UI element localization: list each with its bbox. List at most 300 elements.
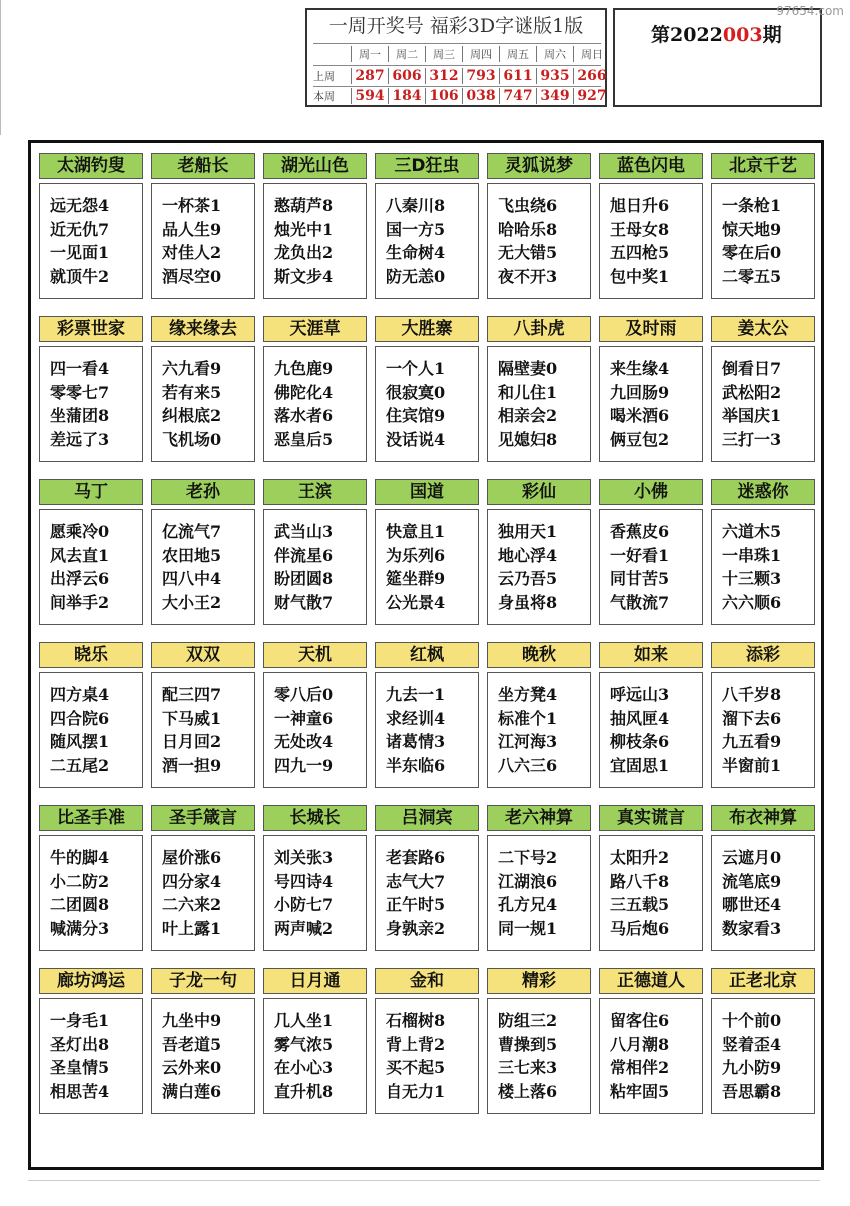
riddle-author-name: 北京千艺 xyxy=(711,153,815,179)
watermark: 97654.com xyxy=(776,4,844,18)
riddle-author-name: 八卦虎 xyxy=(487,316,591,342)
riddle-line: 憨葫芦8 xyxy=(274,196,334,215)
riddle-lines xyxy=(711,509,815,625)
riddle-card xyxy=(487,316,591,462)
riddle-author-name: 及时雨 xyxy=(599,316,703,342)
weekday-label: 周一 xyxy=(351,46,388,62)
riddle-line: 零零七7 xyxy=(50,382,110,402)
riddle-line: 九小防9 xyxy=(722,1058,782,1077)
riddle-line: 武松阳2 xyxy=(722,382,782,402)
riddle-line: 四八中4 xyxy=(162,569,222,588)
riddle-line: 配三四7 xyxy=(162,685,222,704)
riddle-author-name: 子龙一句 xyxy=(151,968,255,994)
riddle-line: 飞虫绕6 xyxy=(498,196,558,215)
riddle-line: 一杯茶1 xyxy=(162,196,222,215)
riddle-line: 求经训4 xyxy=(386,708,446,728)
riddle-lines xyxy=(263,509,367,625)
riddle-line: 身虽将8 xyxy=(498,592,558,612)
riddle-line: 九色鹿9 xyxy=(274,359,334,378)
riddle-lines xyxy=(375,998,479,1114)
riddle-line: 出浮云6 xyxy=(50,569,110,588)
riddle-line: 六六顺6 xyxy=(722,592,782,612)
riddle-line: 屋价涨6 xyxy=(162,848,222,867)
riddle-line: 叶上露1 xyxy=(162,918,222,938)
riddle-line: 一串珠1 xyxy=(722,545,782,565)
riddle-line: 云遮月0 xyxy=(722,848,782,867)
riddle-lines xyxy=(711,183,815,299)
riddle-lines xyxy=(263,672,367,788)
riddle-card xyxy=(39,805,143,951)
riddle-card xyxy=(39,316,143,462)
riddle-card xyxy=(151,316,255,462)
draw-number: 935 xyxy=(536,68,573,84)
draw-number: 611 xyxy=(499,68,536,84)
riddle-line: 四一看4 xyxy=(50,359,110,378)
riddle-card xyxy=(39,968,143,1114)
riddle-card xyxy=(263,968,367,1114)
riddle-card xyxy=(39,479,143,625)
riddle-author-name: 精彩 xyxy=(487,968,591,994)
riddle-line: 武当山3 xyxy=(274,522,334,541)
riddle-line: 亿流气7 xyxy=(162,522,222,541)
riddle-card xyxy=(375,316,479,462)
riddle-author-name: 晚秋 xyxy=(487,642,591,668)
riddle-line: 正午时5 xyxy=(386,895,446,914)
riddle-line: 牛的脚4 xyxy=(50,848,110,867)
riddle-line: 很寂寞0 xyxy=(386,382,446,402)
riddle-author-name: 金和 xyxy=(375,968,479,994)
riddle-line: 财气散7 xyxy=(274,592,334,612)
riddle-line: 在小心3 xyxy=(274,1058,334,1077)
riddle-line: 号四诗4 xyxy=(274,871,334,891)
weekday-label: 周三 xyxy=(425,46,462,62)
riddle-author-name: 天机 xyxy=(263,642,367,668)
riddle-line: 九回肠9 xyxy=(610,382,670,402)
riddle-line: 老套路6 xyxy=(386,848,446,867)
riddle-line: 哈哈乐8 xyxy=(498,219,558,239)
riddle-author-name: 王滨 xyxy=(263,479,367,505)
riddle-lines xyxy=(263,835,367,951)
riddle-lines xyxy=(375,183,479,299)
riddle-lines xyxy=(599,672,703,788)
riddle-line: 半窗前1 xyxy=(722,755,782,775)
riddle-card xyxy=(711,316,815,462)
riddle-line: 烛光中1 xyxy=(274,219,334,239)
riddle-line: 八月潮8 xyxy=(610,1034,670,1054)
riddle-line: 风去直1 xyxy=(50,545,110,565)
riddle-grid xyxy=(28,140,824,1170)
riddle-card xyxy=(599,316,703,462)
riddle-line: 满白莲6 xyxy=(162,1081,222,1101)
riddle-author-name: 迷惑你 xyxy=(711,479,815,505)
riddle-line: 零在后0 xyxy=(722,243,782,262)
riddle-line: 四方桌4 xyxy=(50,685,110,704)
riddle-author-name: 日月通 xyxy=(263,968,367,994)
riddle-card xyxy=(375,153,479,299)
riddle-card xyxy=(599,479,703,625)
riddle-line: 喊满分3 xyxy=(50,918,110,938)
riddle-author-name: 缘来缘去 xyxy=(151,316,255,342)
riddle-lines xyxy=(151,509,255,625)
weekday-label: 周四 xyxy=(462,46,499,62)
riddle-line: 筵坐群9 xyxy=(386,569,446,588)
riddle-line: 半东临6 xyxy=(386,755,446,775)
riddle-lines xyxy=(375,835,479,951)
riddle-line: 农田地5 xyxy=(162,545,222,565)
period-number xyxy=(651,20,782,47)
draw-number: 793 xyxy=(462,68,499,84)
riddle-line: 大小王2 xyxy=(162,592,222,612)
riddle-line: 云外来0 xyxy=(162,1058,222,1077)
riddle-lines xyxy=(599,346,703,462)
divider xyxy=(313,86,601,87)
draw-number: 038 xyxy=(462,88,499,104)
riddle-line: 近无仇7 xyxy=(50,219,110,239)
riddle-author-name: 比圣手准 xyxy=(39,805,143,831)
riddle-lines xyxy=(599,509,703,625)
riddle-line: 就顶牛2 xyxy=(50,266,110,286)
riddle-card xyxy=(39,642,143,788)
riddle-line: 和儿住1 xyxy=(498,382,558,402)
riddle-card xyxy=(151,479,255,625)
riddle-line: 宜固思1 xyxy=(610,755,670,775)
riddle-line: 一神童6 xyxy=(274,708,334,728)
draw-number: 287 xyxy=(351,68,388,84)
riddle-line: 同一规1 xyxy=(498,918,558,938)
riddle-lines xyxy=(151,183,255,299)
riddle-line: 间举手2 xyxy=(50,592,110,612)
riddle-line: 流笔底9 xyxy=(722,871,782,891)
riddle-line: 竖着歪4 xyxy=(722,1034,782,1054)
riddle-line: 诸葛情3 xyxy=(386,732,446,751)
riddle-card xyxy=(711,805,815,951)
riddle-author-name: 太湖钓叟 xyxy=(39,153,143,179)
riddle-line: 吾思霸8 xyxy=(722,1081,782,1101)
riddle-line: 下马威1 xyxy=(162,708,222,728)
riddle-card xyxy=(599,968,703,1114)
riddle-line: 为乐列6 xyxy=(386,545,446,565)
riddle-line: 愿乘冷0 xyxy=(50,522,110,541)
bottom-rule xyxy=(28,1180,820,1181)
riddle-lines xyxy=(39,998,143,1114)
last-week-row xyxy=(313,68,610,84)
riddle-line: 呼远山3 xyxy=(610,685,670,704)
riddle-line: 九坐中9 xyxy=(162,1011,222,1030)
riddle-line: 江湖浪6 xyxy=(498,871,558,891)
riddle-card xyxy=(375,479,479,625)
riddle-line: 香蕉皮6 xyxy=(610,522,670,541)
riddle-line: 数家看3 xyxy=(722,918,782,938)
riddle-line: 包中奖1 xyxy=(610,266,670,286)
riddle-line: 曹操到5 xyxy=(498,1034,558,1054)
riddle-line: 酒一担9 xyxy=(162,755,222,775)
riddle-card xyxy=(263,642,367,788)
riddle-line: 常相伴2 xyxy=(610,1058,670,1077)
riddle-line: 抽风匣4 xyxy=(610,708,670,728)
riddle-line: 旭日升6 xyxy=(610,196,670,215)
riddle-line: 无大错5 xyxy=(498,243,558,262)
riddle-lines xyxy=(375,509,479,625)
riddle-line: 俩豆包2 xyxy=(610,429,670,449)
riddle-card xyxy=(599,153,703,299)
riddle-card xyxy=(151,153,255,299)
riddle-line: 若有来5 xyxy=(162,382,222,402)
riddle-line: 王母女8 xyxy=(610,219,670,239)
draw-number: 747 xyxy=(499,88,536,104)
riddle-line: 三五载5 xyxy=(610,895,670,914)
riddle-card xyxy=(263,479,367,625)
riddle-card xyxy=(151,805,255,951)
riddle-author-name: 老六神算 xyxy=(487,805,591,831)
riddle-author-name: 老孙 xyxy=(151,479,255,505)
weekly-draw-title: 一周开奖号 福彩3D字谜版1版 xyxy=(328,15,584,37)
riddle-line: 三七来3 xyxy=(498,1058,558,1077)
riddle-author-name: 正老北京 xyxy=(711,968,815,994)
riddle-lines xyxy=(711,346,815,462)
draw-number: 594 xyxy=(351,88,388,104)
riddle-line: 品人生9 xyxy=(162,219,222,239)
riddle-line: 买不起5 xyxy=(386,1058,446,1077)
draw-number: 266 xyxy=(573,68,610,84)
riddle-line: 雾气浓5 xyxy=(274,1034,334,1054)
riddle-author-name: 如来 xyxy=(599,642,703,668)
riddle-card xyxy=(39,153,143,299)
riddle-card xyxy=(487,642,591,788)
riddle-line: 志气大7 xyxy=(386,871,446,891)
riddle-author-name: 大胜寨 xyxy=(375,316,479,342)
riddle-card xyxy=(263,316,367,462)
period-issue: 003 xyxy=(722,24,763,46)
this-week-row xyxy=(313,88,610,104)
riddle-author-name: 三D狂虫 xyxy=(375,153,479,179)
riddle-line: 两声喊2 xyxy=(274,918,334,938)
riddle-card xyxy=(599,642,703,788)
draw-number: 312 xyxy=(425,68,462,84)
riddle-line: 柳枝条6 xyxy=(610,732,670,751)
riddle-line: 龙负出2 xyxy=(274,243,334,262)
riddle-lines xyxy=(599,183,703,299)
riddle-lines xyxy=(487,835,591,951)
riddle-line: 十个前0 xyxy=(722,1011,782,1030)
riddle-line: 相亲会2 xyxy=(498,406,558,425)
riddle-author-name: 双双 xyxy=(151,642,255,668)
weekday-label: 周日 xyxy=(573,46,610,62)
riddle-line: 留客住6 xyxy=(610,1011,670,1030)
riddle-lines xyxy=(39,346,143,462)
riddle-line: 哪世还4 xyxy=(722,895,782,914)
draw-number: 184 xyxy=(388,88,425,104)
riddle-line: 太阳升2 xyxy=(610,848,670,867)
riddle-line: 对佳人2 xyxy=(162,243,222,262)
riddle-author-name: 廊坊鸿运 xyxy=(39,968,143,994)
riddle-line: 飞机场0 xyxy=(162,429,222,449)
riddle-line: 身孰亲2 xyxy=(386,918,446,938)
riddle-line: 路八千8 xyxy=(610,871,670,891)
draw-number: 606 xyxy=(388,68,425,84)
riddle-author-name: 湖光山色 xyxy=(263,153,367,179)
riddle-line: 一个人1 xyxy=(386,359,446,378)
riddle-author-name: 姜太公 xyxy=(711,316,815,342)
riddle-author-name: 蓝色闪电 xyxy=(599,153,703,179)
riddle-line: 粘牢固5 xyxy=(610,1081,670,1101)
riddle-author-name: 国道 xyxy=(375,479,479,505)
riddle-lines xyxy=(487,509,591,625)
riddle-line: 一身毛1 xyxy=(50,1011,110,1030)
riddle-card xyxy=(711,968,815,1114)
riddle-line: 标准个1 xyxy=(498,708,558,728)
riddle-line: 盼团圆8 xyxy=(274,569,334,588)
riddle-line: 二下号2 xyxy=(498,848,558,867)
weekly-draw-box xyxy=(305,8,607,107)
riddle-line: 背上背2 xyxy=(386,1034,446,1054)
riddle-line: 孔方兄4 xyxy=(498,895,558,914)
riddle-lines xyxy=(263,183,367,299)
riddle-line: 惊天地9 xyxy=(722,219,782,239)
riddle-author-name: 晓乐 xyxy=(39,642,143,668)
riddle-lines xyxy=(39,835,143,951)
riddle-line: 住宾馆9 xyxy=(386,406,446,425)
riddle-line: 六九看9 xyxy=(162,359,222,378)
riddle-line: 隔壁妻0 xyxy=(498,359,558,378)
riddle-lines xyxy=(151,998,255,1114)
riddle-line: 一见面1 xyxy=(50,243,110,262)
weekday-label: 周二 xyxy=(388,46,425,62)
riddle-lines xyxy=(151,835,255,951)
riddle-line: 随风摆1 xyxy=(50,732,110,751)
riddle-line: 纠根底2 xyxy=(162,406,222,425)
riddle-author-name: 吕洞宾 xyxy=(375,805,479,831)
riddle-line: 江河海3 xyxy=(498,732,558,751)
riddle-line: 九五看9 xyxy=(722,732,782,751)
riddle-line: 恶皇后5 xyxy=(274,429,334,449)
riddle-line: 二团圆8 xyxy=(50,895,110,914)
riddle-author-name: 长城长 xyxy=(263,805,367,831)
riddle-lines xyxy=(711,672,815,788)
riddle-lines xyxy=(151,346,255,462)
riddle-lines xyxy=(487,183,591,299)
riddle-card xyxy=(599,805,703,951)
divider xyxy=(313,43,601,44)
weekday-label: 周五 xyxy=(499,46,536,62)
riddle-card xyxy=(375,642,479,788)
riddle-line: 国一方5 xyxy=(386,219,446,239)
riddle-line: 二六来2 xyxy=(162,895,222,914)
riddle-card xyxy=(151,642,255,788)
riddle-line: 十三颗3 xyxy=(722,569,782,588)
riddle-lines xyxy=(39,183,143,299)
draw-number: 349 xyxy=(536,88,573,104)
riddle-line: 伴流星6 xyxy=(274,545,334,565)
riddle-line: 坐蒲团8 xyxy=(50,406,110,425)
riddle-lines xyxy=(263,998,367,1114)
riddle-line: 气散流7 xyxy=(610,592,670,612)
riddle-line: 刘关张3 xyxy=(274,848,334,867)
riddle-line: 小防七7 xyxy=(274,895,334,914)
riddle-line: 自无力1 xyxy=(386,1081,446,1101)
riddle-line: 斯文步4 xyxy=(274,266,334,286)
riddle-line: 佛陀化4 xyxy=(274,382,334,402)
riddle-card xyxy=(487,805,591,951)
riddle-line: 酒尽空0 xyxy=(162,266,222,286)
riddle-line: 六道木5 xyxy=(722,522,782,541)
riddle-line: 落水者6 xyxy=(274,406,334,425)
riddle-lines xyxy=(375,346,479,462)
riddle-card xyxy=(711,153,815,299)
period-box xyxy=(613,8,822,107)
riddle-card xyxy=(711,479,815,625)
riddle-line: 八六三6 xyxy=(498,755,558,775)
riddle-line: 喝米酒6 xyxy=(610,406,670,425)
riddle-line: 八千岁8 xyxy=(722,685,782,704)
weekday-label: 周六 xyxy=(536,46,573,62)
left-edge-line xyxy=(0,0,1,135)
riddle-line: 一好看1 xyxy=(610,545,670,565)
riddle-line: 圣灯出8 xyxy=(50,1034,110,1054)
riddle-line: 小二防2 xyxy=(50,871,110,891)
riddle-line: 无处改4 xyxy=(274,732,334,751)
riddle-line: 四九一9 xyxy=(274,755,334,775)
riddle-lines xyxy=(711,835,815,951)
riddle-line: 几人坐1 xyxy=(274,1011,334,1030)
riddle-author-name: 圣手箴言 xyxy=(151,805,255,831)
riddle-card xyxy=(487,479,591,625)
riddle-lines xyxy=(375,672,479,788)
riddle-author-name: 小佛 xyxy=(599,479,703,505)
riddle-author-name: 老船长 xyxy=(151,153,255,179)
riddle-author-name: 布衣神算 xyxy=(711,805,815,831)
riddle-line: 倒看日7 xyxy=(722,359,782,378)
riddle-line: 相思苦4 xyxy=(50,1081,110,1101)
riddle-line: 零八后0 xyxy=(274,685,334,704)
riddle-lines xyxy=(39,509,143,625)
weekday-header-row xyxy=(351,46,610,62)
riddle-author-name: 彩票世家 xyxy=(39,316,143,342)
riddle-line: 夜不开3 xyxy=(498,266,558,286)
riddle-line: 没话说4 xyxy=(386,429,446,449)
riddle-lines xyxy=(599,998,703,1114)
riddle-line: 溜下去6 xyxy=(722,708,782,728)
riddle-author-name: 彩仙 xyxy=(487,479,591,505)
riddle-card xyxy=(711,642,815,788)
riddle-line: 独用天1 xyxy=(498,522,558,541)
divider xyxy=(313,65,601,66)
riddle-author-name: 红枫 xyxy=(375,642,479,668)
riddle-lines xyxy=(487,672,591,788)
riddle-line: 九去一1 xyxy=(386,685,446,704)
riddle-line: 见媳妇8 xyxy=(498,429,558,449)
riddle-line: 同甘苦5 xyxy=(610,569,670,588)
riddle-author-name: 灵狐说梦 xyxy=(487,153,591,179)
riddle-line: 防无恙0 xyxy=(386,266,446,286)
riddle-lines xyxy=(151,672,255,788)
this-week-label: 本周 xyxy=(313,90,335,103)
riddle-line: 三打一3 xyxy=(722,429,782,449)
riddle-line: 日月回2 xyxy=(162,732,222,751)
riddle-line: 圣皇情5 xyxy=(50,1058,110,1077)
riddle-lines xyxy=(711,998,815,1114)
riddle-line: 八秦川8 xyxy=(386,196,446,215)
riddle-line: 防组三2 xyxy=(498,1011,558,1030)
riddle-line: 二五尾2 xyxy=(50,755,110,775)
period-suffix: 期 xyxy=(762,24,782,46)
riddle-card xyxy=(151,968,255,1114)
riddle-line: 地心浮4 xyxy=(498,545,558,565)
riddle-line: 四合院6 xyxy=(50,708,110,728)
riddle-card xyxy=(487,968,591,1114)
riddle-line: 来生缘4 xyxy=(610,359,670,378)
riddle-line: 直升机8 xyxy=(274,1081,334,1101)
riddle-line: 石榴树8 xyxy=(386,1011,446,1030)
